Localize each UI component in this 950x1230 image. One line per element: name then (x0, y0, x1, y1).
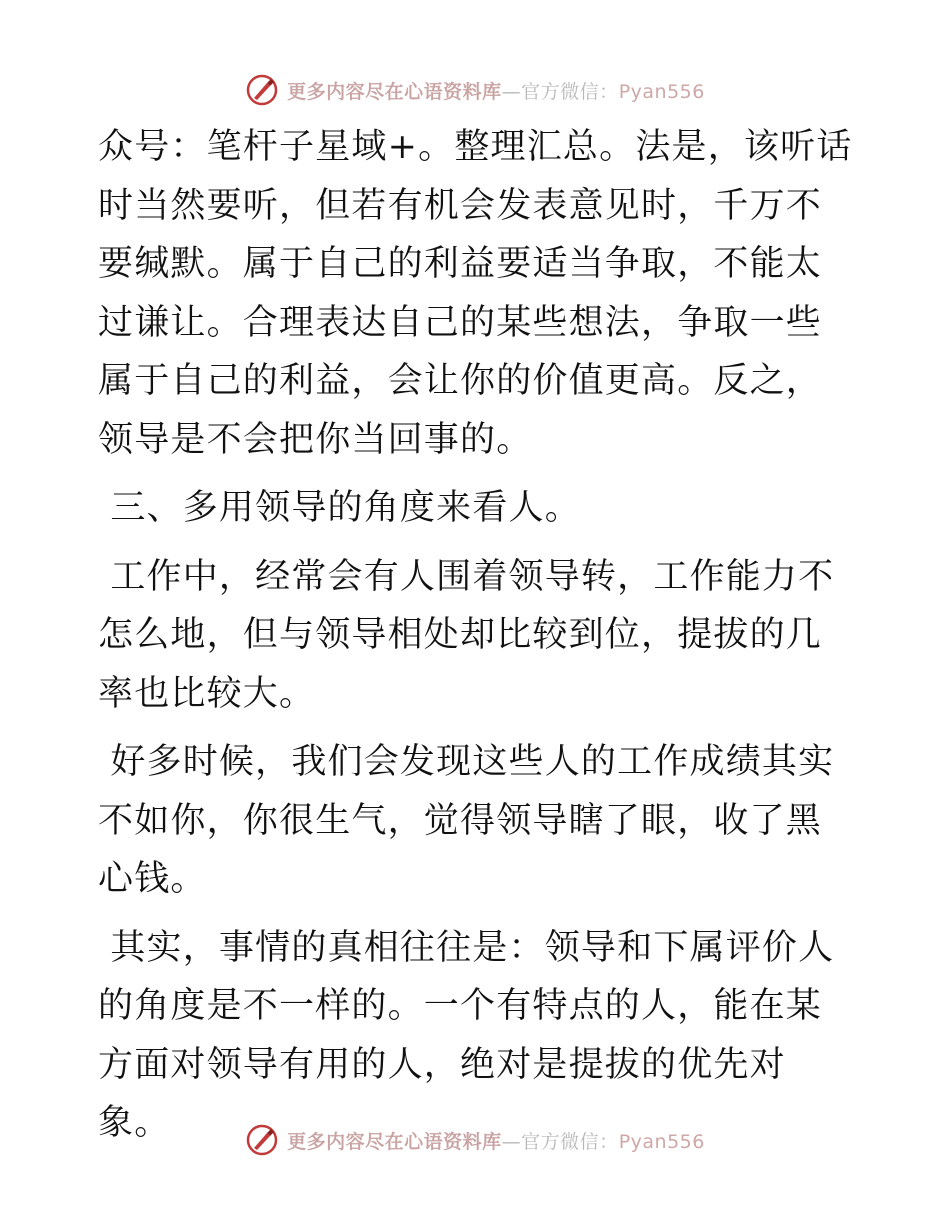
watermark-text (287, 1127, 705, 1154)
paragraph-3: 工作中，经常会有人围着领导转，工作能力不怎么地，但与领导相处却比较到位，提拔的几率也比较大。 (98, 556, 835, 714)
paragraph-4: 好多时候，我们会发现这些人的工作成绩其实不如你，你很生气，觉得领导瞎了眼，收了黑心钱。 (98, 742, 835, 899)
watermark-dash: — (501, 1130, 522, 1153)
pen-logo-icon (245, 1123, 279, 1157)
document-body (98, 118, 858, 1153)
watermark-wechat-id: Pyan556 (618, 80, 705, 103)
watermark-official-label: 官方微信： (521, 1130, 619, 1153)
footer-watermark (0, 1120, 950, 1160)
pen-logo-icon (245, 73, 279, 107)
watermark-wechat-id: Pyan556 (618, 1130, 705, 1153)
paragraph-2-heading: 三、多用领导的角度来看人。 (98, 488, 581, 528)
paragraph-1: 众号：笔杆子星域+。整理汇总。法是，该听话时当然要听，但若有机会发表意见时，千万不要缄默。属于自己的利益要适当争取，不能太过谦让。合理表达自己的某些想法，争取一些属于自己的利益，会让你的价值更高。反之，领导是不会把你当回事的。 (98, 127, 853, 460)
watermark-site: 更多内容尽在心语资料库 (287, 1130, 502, 1153)
watermark-dash: — (501, 80, 522, 103)
paragraph-5: 其实，事情的真相往往是：领导和下属评价人的角度是不一样的。一个有特点的人，能在某方面对领导有用的人，绝对是提拔的优先对象。 (98, 927, 835, 1143)
header-watermark (0, 70, 950, 110)
watermark-official-label: 官方微信： (521, 80, 619, 103)
watermark-site: 更多内容尽在心语资料库 (287, 80, 502, 103)
watermark-text (287, 77, 705, 104)
